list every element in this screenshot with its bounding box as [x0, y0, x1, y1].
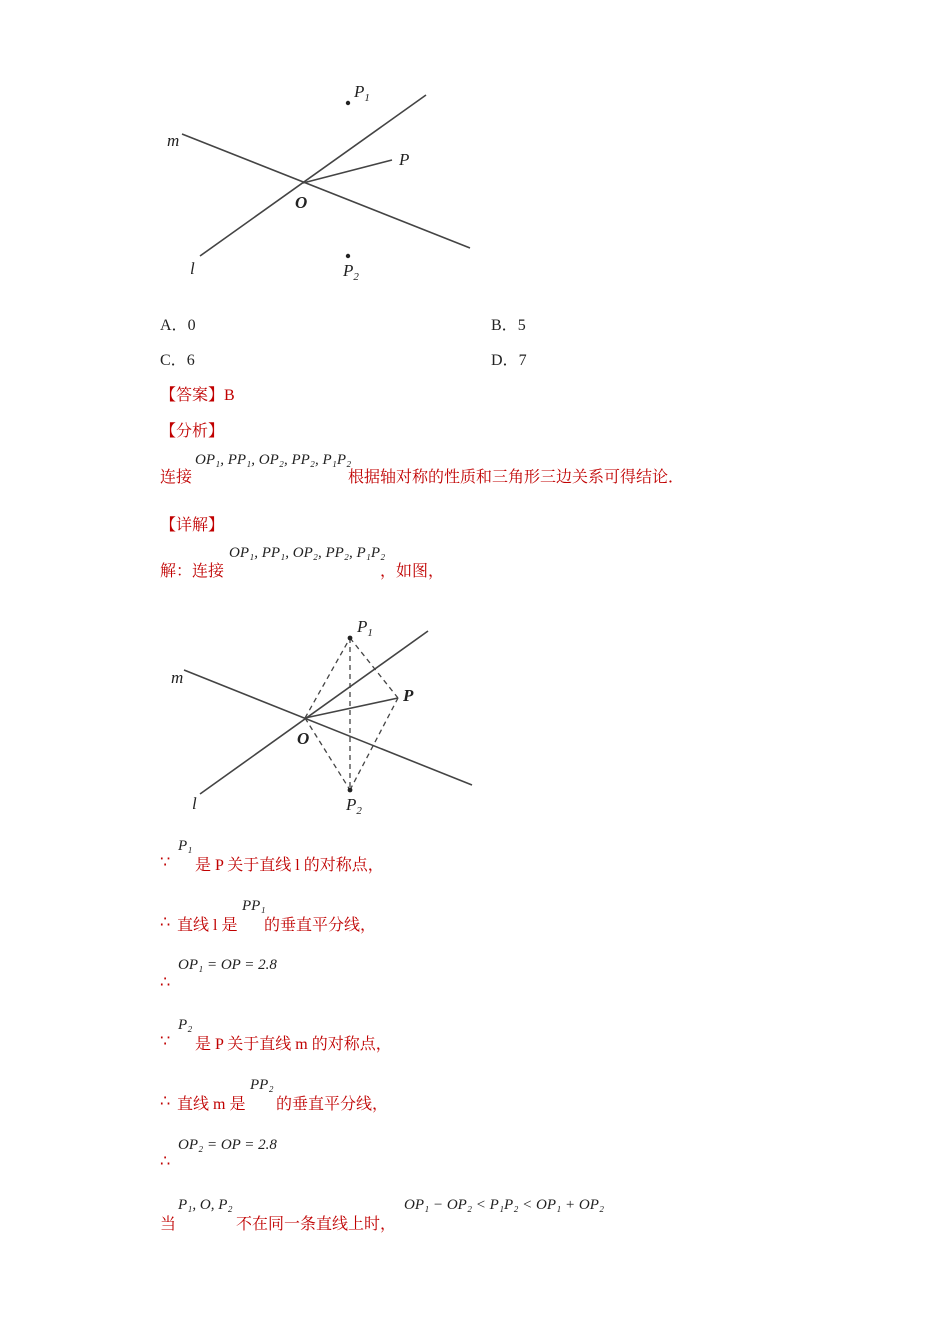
segment-pp2 [350, 698, 398, 790]
segment-op2 [305, 718, 350, 790]
step7-math-a: P₁, O, P₂ [178, 1197, 233, 1213]
segment-pp1 [350, 638, 398, 698]
line-m [182, 134, 470, 248]
line-l [200, 95, 426, 256]
analysis-label: 【分析】 [160, 423, 225, 440]
step6-symbol: ∴ [160, 1153, 171, 1170]
label-p: P [403, 686, 414, 705]
analysis-math: OP₁, PP₁, OP₂, PP₂, P₁P₂ [195, 452, 352, 468]
ray-op [303, 160, 392, 183]
step1-symbol: ∵ [160, 854, 171, 871]
option-d: D．7 [491, 352, 527, 369]
label-o: O [295, 193, 308, 212]
step2-text-b: 的垂直平分线， [264, 917, 377, 934]
step3-math: OP₁ = OP = 2.8 [178, 957, 277, 973]
step2-math: PP₁ [242, 898, 266, 914]
step4-symbol: ∵ [160, 1033, 171, 1050]
answer-label: 【答案】 [160, 387, 225, 404]
point-p1 [348, 636, 353, 641]
label-p2: $P_2$ [346, 795, 362, 817]
analysis-suffix: 根据轴对称的性质和三角形三边关系可得结论． [348, 469, 685, 486]
detail-intro-suffix: ，如图， [380, 563, 445, 580]
label-p1: $P_1$ [354, 82, 370, 104]
label-p2: $P_2$ [343, 261, 359, 283]
detail-label: 【详解】 [160, 517, 225, 534]
line-m [184, 670, 472, 785]
point-p1 [346, 101, 350, 105]
answer-line [160, 382, 235, 405]
figure-1 [150, 70, 500, 300]
line-l [200, 631, 428, 794]
step1-math: P₁ [178, 838, 193, 854]
answer-value: B [224, 387, 235, 404]
step5-text-b: 的垂直平分线， [276, 1096, 389, 1113]
step5-math: PP₂ [250, 1077, 274, 1093]
label-p1: $P_1$ [357, 617, 373, 639]
label-m: m [171, 668, 184, 687]
step7-math-b: OP₁ − OP₂ < P₁P₂ < OP₁ + OP₂ [404, 1197, 605, 1213]
figure-2 [150, 610, 500, 825]
point-p2 [346, 254, 350, 258]
step5-symbol: ∴ [160, 1093, 171, 1110]
step6-math: OP₂ = OP = 2.8 [178, 1137, 277, 1153]
label-o: O [297, 729, 310, 748]
step7-prefix: 当 [160, 1216, 177, 1233]
option-b: B．5 [491, 317, 526, 334]
step7-text: 不在同一条直线上时， [236, 1216, 397, 1233]
option-c: C．6 [160, 352, 195, 369]
option-a: A．0 [160, 317, 196, 334]
point-p2 [348, 788, 353, 793]
step5-text-a: 直线 m 是 [177, 1096, 246, 1113]
segment-op1 [305, 638, 350, 718]
step4-math: P₂ [178, 1017, 193, 1033]
step2-symbol: ∴ [160, 914, 171, 931]
analysis-text: 连接 [160, 469, 193, 486]
step3-symbol: ∴ [160, 974, 171, 991]
label-p: P [399, 150, 410, 169]
step2-text-a: 直线 l 是 [177, 917, 238, 934]
step4-text: 是 P 关于直线 m 的对称点， [195, 1036, 392, 1053]
step1-text: 是 P 关于直线 l 的对称点， [195, 857, 384, 874]
detail-intro-math: OP₁, PP₁, OP₂, PP₂, P₁P₂ [229, 545, 386, 561]
label-m: m [167, 131, 180, 150]
label-l: l [192, 794, 197, 813]
label-l: l [190, 259, 195, 278]
detail-intro-prefix: 解：连接 [160, 563, 225, 580]
